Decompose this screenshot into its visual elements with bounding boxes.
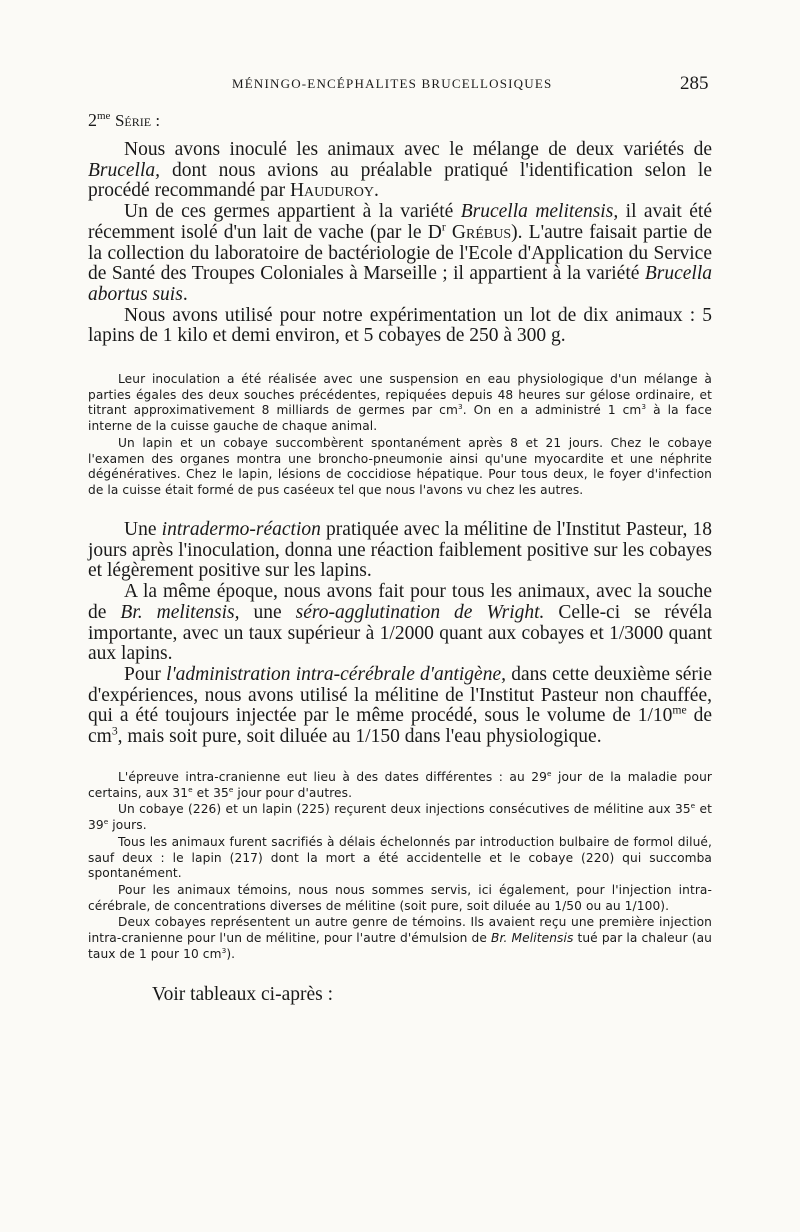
small-print-group-1 [88, 372, 712, 499]
paragraph: Pour les animaux témoins, nous nous sommes servis, ici également, pour l'injection intra-cérébrale, de concentrations diverses de mélitine (soit pure, soit diluée au 1/50 ou au 1/100). [88, 882, 712, 913]
paragraph: Tous les animaux furent sacrifiés à délais échelonnés par introduction bulbaire de formol dilué, sauf deux : le lapin (217) dont la mort a été accidentelle et le cobaye (220) qui succomba spontanément. [88, 834, 712, 881]
paragraph: Leur inoculation a été réalisée avec une suspension en eau physiologique d'un mélange à parties égales des deux souches précédentes, repiquées depuis 48 heures sur gélose ordinaire, et titrant approximativement 8 milliards de germes par $cm^3$. On en a administré 1 $cm^3$ à la face interne de la cuisse gauche de chaque animal. [88, 372, 712, 434]
paragraph: Un de ces germes appartient à la variété Brucella melitensis, il avait été récemment isolé d'un lait de vache (par le $D^r$ Grébus). L'autre faisait partie de la collection du laboratoire de bactériologie de l'Ecole d'Application du Service de Santé des Troupes Coloniales à Marseille ; il appartient à la variété Brucella abortus suis. [88, 201, 712, 305]
running-title: MÉNINGO-ENCÉPHALITES BRUCELLOSIQUES [232, 76, 553, 91]
paragraph: Nous avons inoculé les animaux avec le mélange de deux variétés de Brucella, dont nous avions au préalable pratiqué l'identification selon le procédé recommandé par Hauduroy. [88, 139, 712, 202]
paragraph: Un cobaye (226) et un lapin (225) reçurent deux injections consécutives de mélitine aux 35e et 39e jours. [88, 801, 712, 833]
see-tables-note: Voir tableaux ci-après : [152, 984, 334, 1005]
paragraph-group-2 [88, 520, 712, 748]
series-number: 2 [88, 110, 97, 130]
paragraph: L'épreuve intra-cranienne eut lieu à des dates différentes : au 29e jour de la maladie pour certains, aux 31e et 35e jour pour d'autres. [88, 768, 713, 800]
paragraph: Un lapin et un cobaye succombèrent spontanément après 8 et 21 jours. Chez le cobaye l'examen des organes montra une broncho-pneumonie ainsi qu'une myocardite et une néphrite dégénératives. Chez le lapin, lésions de coccidiose hépatique. Pour tous deux, le foyer d'infection de la cuisse était formé de pus caséeux tel que nous l'avons vu chez les autres. [88, 435, 712, 497]
paragraph: Deux cobayes représentent un autre genre de témoins. Ils avaient reçu une première injection intra-cranienne pour l'un de mélitine, pour l'autre d'émulsion de Br. Melitensis tué par la chaleur (au taux de 1 pour 10 $cm^3$). [88, 915, 713, 961]
series-number-suffix: me [97, 110, 111, 122]
page-number: 285 [680, 73, 709, 94]
series-label: Série : [114, 111, 161, 130]
series-heading [88, 110, 160, 131]
paragraph: Nous avons utilisé pour notre expérimentation un lot de dix animaux : 5 lapins de 1 kilo et demi environ, et 5 cobayes de 250 à 300 g. [88, 304, 712, 347]
running-header [0, 73, 800, 98]
paragraph: A la même époque, nous avons fait pour tous les animaux, avec la souche de Br. melitensis, une séro-agglutination de Wright. Celle-ci se révéla importante, avec un taux supérieur à 1/2000 quant aux cobayes et 1/3000 quant aux lapins. [88, 581, 712, 665]
small-print-group-2 [88, 770, 712, 962]
paragraph: Pour l'administration intra-cérébrale d'antigène, dans cette deuxième série d'expériences, nous avons utilisé la mélitine de l'Institut Pasteur non chauffée, qui a été toujours injectée par le même procédé, sous le volume de $1/10^{me}$ de $cm^3$, mais soit pure, soit diluée au 1/150 dans l'eau physiologique. [88, 663, 713, 748]
paragraph-group-1 [88, 140, 712, 347]
paragraph: Une intradermo-réaction pratiquée avec la mélitine de l'Institut Pasteur, 18 jours après l'inoculation, donna une réaction faiblement positive sur les cobayes et légèrement positive sur les lapins. [88, 519, 712, 582]
